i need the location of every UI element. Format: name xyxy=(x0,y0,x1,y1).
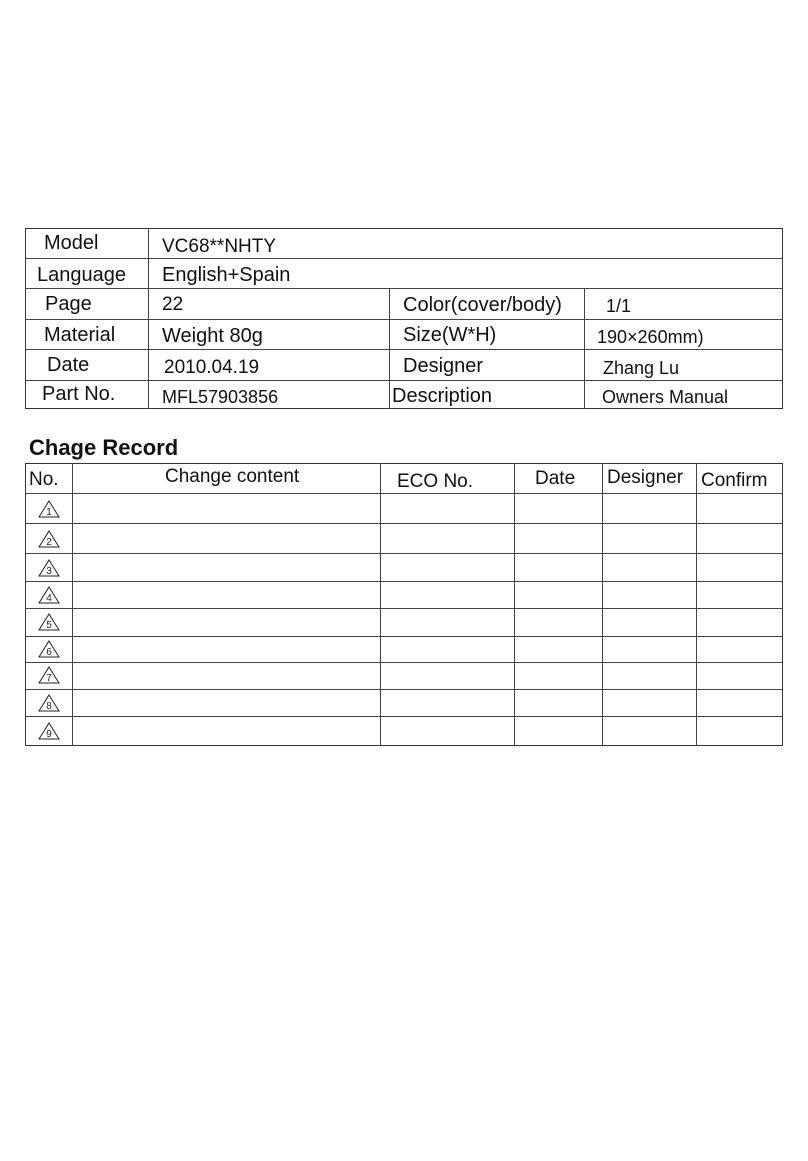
change-record-border xyxy=(25,463,783,746)
revision-3-icon xyxy=(38,559,60,577)
material-label: Material xyxy=(44,324,116,346)
page-value: 22 xyxy=(162,294,184,315)
rec-row-divider xyxy=(25,523,783,524)
description-label: Description xyxy=(392,385,493,407)
spec-row-divider xyxy=(25,288,783,289)
spec-col-divider xyxy=(584,288,585,409)
rec-row-divider xyxy=(25,689,783,690)
rec-row-divider xyxy=(25,716,783,717)
col-header-no: No. xyxy=(29,469,59,490)
rec-col-divider xyxy=(72,463,73,746)
partno-value: MFL57903856 xyxy=(162,387,279,407)
svg-text:2: 2 xyxy=(46,537,52,548)
rec-row-divider xyxy=(25,553,783,554)
rec-row-divider xyxy=(25,608,783,609)
revision-5-icon xyxy=(38,613,60,631)
rec-row-divider xyxy=(25,581,783,582)
col-header-confirm: Confirm xyxy=(701,470,768,491)
designer-value: Zhang Lu xyxy=(603,358,680,378)
rec-row-divider xyxy=(25,662,783,663)
spec-col-divider xyxy=(389,288,390,409)
svg-text:3: 3 xyxy=(46,566,52,577)
language-value: English+Spain xyxy=(162,264,291,286)
revision-8-icon xyxy=(38,694,60,712)
revision-4-icon xyxy=(38,586,60,604)
svg-text:9: 9 xyxy=(46,729,52,740)
revision-2-icon xyxy=(38,530,60,548)
color-value: 1/1 xyxy=(606,296,632,316)
spec-row-divider xyxy=(25,319,783,320)
spec-row-divider xyxy=(25,349,783,350)
rec-col-divider xyxy=(380,463,381,746)
date-value: 2010.04.19 xyxy=(164,357,260,378)
material-value: Weight 80g xyxy=(162,325,263,347)
revision-9-icon xyxy=(38,722,60,740)
color-label: Color(cover/body) xyxy=(403,294,562,316)
change-record-title: Chage Record xyxy=(29,435,179,460)
rec-row-divider xyxy=(25,493,783,494)
svg-text:8: 8 xyxy=(46,701,52,712)
revision-6-icon xyxy=(38,640,60,658)
col-header-eco-no: ECO No. xyxy=(397,471,474,492)
change-record-table xyxy=(25,463,783,746)
rec-col-divider xyxy=(602,463,603,746)
revision-7-icon xyxy=(38,666,60,684)
page-label: Page xyxy=(45,293,92,315)
language-label: Language xyxy=(37,264,126,286)
spec-col-divider xyxy=(148,228,149,409)
col-header-designer: Designer xyxy=(607,467,684,488)
size-label: Size(W*H) xyxy=(403,324,497,346)
size-value: 190×260mm) xyxy=(597,327,704,347)
date-label: Date xyxy=(47,354,90,376)
description-value: Owners Manual xyxy=(602,387,729,407)
svg-text:1: 1 xyxy=(46,507,52,518)
rec-col-divider xyxy=(696,463,697,746)
designer-label: Designer xyxy=(403,355,484,377)
model-label: Model xyxy=(44,232,99,254)
svg-text:5: 5 xyxy=(46,620,52,631)
revision-1-icon xyxy=(38,500,60,518)
model-value: VC68**NHTY xyxy=(162,236,277,257)
col-header-date: Date xyxy=(535,468,576,489)
rec-row-divider xyxy=(25,636,783,637)
col-header-change-content: Change content xyxy=(165,466,300,487)
spec-row-divider xyxy=(25,258,783,259)
svg-text:6: 6 xyxy=(46,647,52,658)
partno-label: Part No. xyxy=(42,383,116,405)
rec-col-divider xyxy=(514,463,515,746)
spec-row-divider xyxy=(25,380,783,381)
svg-text:4: 4 xyxy=(46,593,52,604)
spec-table xyxy=(25,228,783,409)
svg-text:7: 7 xyxy=(46,673,52,684)
